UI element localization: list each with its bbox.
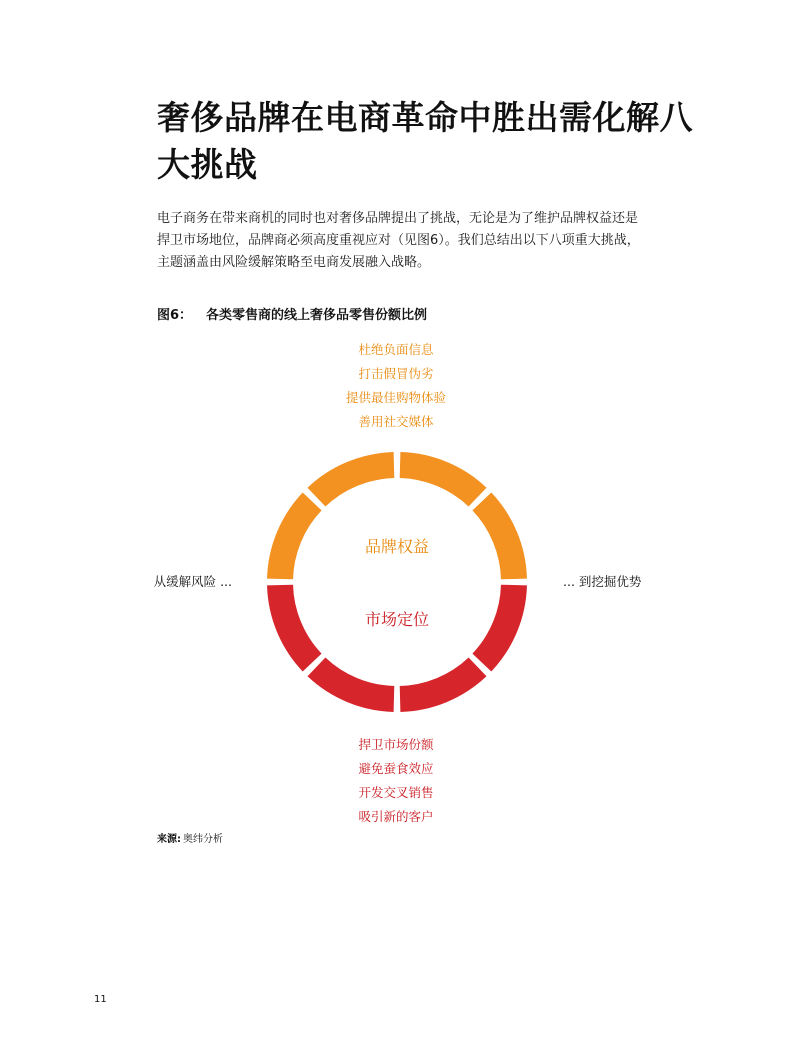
challenge-item: 避免蚕食效应 <box>358 761 434 776</box>
challenge-item: 打击假冒伪劣 <box>358 366 434 381</box>
source-note <box>157 830 223 845</box>
figure-number: 图6： <box>157 308 193 323</box>
ring-segment <box>400 657 487 712</box>
challenge-item: 捍卫市场份额 <box>358 737 434 752</box>
market-position-label: 市场定位 <box>364 610 429 629</box>
ring-segment <box>308 452 395 507</box>
figure-caption <box>157 304 427 323</box>
advantage-label: ... 到挖掘优势 <box>563 574 642 589</box>
ring-segment <box>400 452 487 507</box>
intro-paragraph: 电子商务在带来商机的同时也对奢侈品牌提出了挑战，无论是为了维护品牌权益还是捍卫市场地位，品牌商必须高度重视应对（见图6）。我们总结出以下八项重大挑战，主题涵盖由风险缓解策略至电商发展融入战略。 <box>157 211 640 270</box>
challenge-item: 善用社交媒体 <box>358 414 434 429</box>
challenge-item: 提供最佳购物体验 <box>345 390 446 405</box>
figure-title: 各类零售商的线上奢侈品零售份额比例 <box>206 308 428 323</box>
challenge-item: 开发交叉销售 <box>358 785 434 800</box>
challenge-ring-diagram <box>258 443 536 721</box>
source-value: 奥纬分析 <box>183 834 223 845</box>
risk-mitigation-label: 从缓解风险 ... <box>153 574 232 589</box>
challenge-item: 吸引新的客户 <box>358 809 434 824</box>
ring-segment <box>308 657 395 712</box>
market-position-challenges <box>296 733 496 829</box>
brand-equity-label: 品牌权益 <box>364 537 429 556</box>
page-number: 11 <box>94 994 107 1005</box>
challenge-item: 杜绝负面信息 <box>358 342 434 357</box>
brand-equity-challenges <box>296 338 496 434</box>
source-label: 来源: <box>157 834 181 845</box>
page-title: 奢侈品牌在电商革命中胜出需化解八大挑战 <box>157 98 693 184</box>
